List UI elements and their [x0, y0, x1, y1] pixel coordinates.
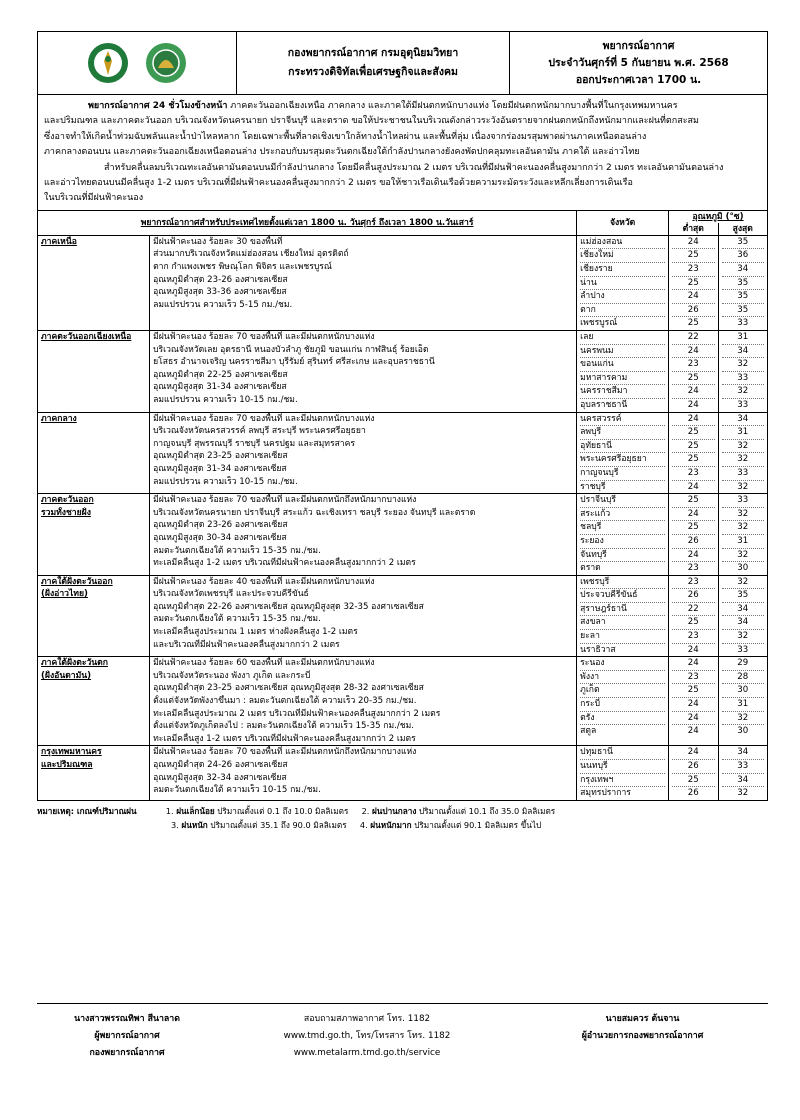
min-temp: 25 [672, 372, 714, 386]
min-temp: 24 [687, 481, 699, 492]
contact-website[interactable]: www.tmd.go.th, โทร/โทรสาร โทร. 1182 [283, 1031, 451, 1041]
forecast-line: ตาก กำแพงเพชร พิษณุโลก พิจิตร และเพชรบูรณ์ [153, 262, 332, 273]
contact-hotline: สอบถามสภาพอากาศ โทร. 1182 [303, 1014, 431, 1024]
min-temp: 24 [672, 413, 714, 427]
forecast-line: บริเวณจังหวัดเลย อุดรธานี หนองบัวลำภู ชัยภูมิ ขอนแก่น กาฬสินธุ์ ร้อยเอ็ด [153, 344, 429, 355]
min-temp: 26 [687, 788, 699, 799]
province-name: นนทบุรี [580, 760, 665, 774]
min-temp: 26 [672, 304, 714, 318]
max-temp: 33 [722, 372, 765, 386]
forecast-line: และบริเวณที่มีฝนฟ้าคะนองคลื่นสูงมากกว่า 2 เมตร [153, 639, 340, 650]
min-temp-column [669, 746, 718, 800]
min-temp: 23 [672, 671, 714, 685]
forecast-line: บริเวณจังหวัดนครสวรรค์ ลพบุรี สระบุรี พระนครศรีอยุธยา [153, 426, 366, 437]
note-text: ปริมาณตั้งแต่ 0.1 ถึง 10.0 มิลลิเมตร [214, 805, 349, 816]
max-temp: 33 [737, 399, 749, 410]
region-name [38, 235, 150, 330]
max-temp-column [718, 657, 768, 746]
province-name: เชียงราย [580, 263, 665, 277]
forecast-line: ลมแปรปรวน ความเร็ว 10-15 กม./ชม. [153, 476, 298, 487]
forecaster-name: นางสาวพรรณทิพา สีนาลาด [74, 1014, 180, 1024]
province-name: ระนอง [580, 657, 665, 671]
max-temp: 34 [722, 616, 765, 630]
province-name: ระยอง [580, 535, 665, 549]
max-temp-column [718, 494, 768, 576]
min-temp: 24 [672, 345, 714, 359]
province-name: ตรัง [580, 712, 665, 726]
forecast-line: อุณหภูมิสูงสุด 32-34 องศาเซลเซียส [153, 772, 287, 783]
forecast-line: ลมตะวันตกเฉียงใต้ ความเร็ว 15-35 กม./ชม. [153, 545, 321, 556]
max-temp: 35 [722, 290, 765, 304]
min-temp: 23 [672, 467, 714, 481]
province-name: นราธิวาส [580, 644, 616, 655]
summary-line: และปริมณฑล และภาคตะวันออก บริเวณจังหวัดนครนายก ปราจีนบุรี และตราด ขอให้ประชาชนในบริเวณดังกล่าวระวังอันตรายจากฝนตกหนักถึงหนักมากและฝนที่ตกสะสม [44, 116, 699, 127]
summary-line: ภาคตะวันออกเฉียงเหนือ ภาคกลาง และภาคใต้มีฝนตกหนักบางแห่ง โดยมีฝนตกหนักมากบางพื้นที่ในกรุงเทพมหานคร [227, 101, 678, 111]
max-temp: 31 [722, 331, 765, 345]
region-row [38, 494, 768, 576]
region-forecast [150, 494, 577, 576]
province-name: แม่ฮ่องสอน [580, 236, 665, 250]
summary-line: ภาคกลางตอนบน และภาคตะวันออกเฉียงเหนือตอนล่าง ประกอบกับมรสุมตะวันตกเฉียงใต้กำลังปานกลางยังคงพัดปกคลุมทะเลอันดามัน ภาคใต้ และอ่าวไทย [44, 147, 640, 158]
min-temp: 22 [672, 603, 714, 617]
province-name-column [577, 746, 669, 800]
director-block [517, 1011, 768, 1045]
max-temp: 29 [722, 657, 765, 671]
region-name-line: และปริมณฑล [41, 760, 93, 770]
forecast-line: ส่วนมากบริเวณจังหวัดแม่ฮ่องสอน เชียงใหม่ อุตรดิตถ์ [153, 249, 349, 260]
min-header: ต่ำสุด [669, 223, 718, 236]
province-name: นครราชสีมา [580, 385, 665, 399]
forecaster-dept: กองพยากรณ์อากาศ [89, 1048, 165, 1058]
province-name: เพชรบุรี [580, 576, 665, 590]
min-temp: 25 [672, 453, 714, 467]
max-temp: 32 [722, 549, 765, 563]
note-term: ฝนปานกลาง [371, 805, 417, 816]
min-temp: 23 [672, 358, 714, 372]
min-temp: 25 [672, 277, 714, 291]
director-title: ผู้อำนวยการกองพยากรณ์อากาศ [581, 1031, 704, 1041]
forecast-line: อุณหภูมิต่ำสุด 23-26 องศาเซลเซียส [153, 274, 288, 285]
notes-row-1 [37, 804, 768, 818]
min-temp: 25 [672, 521, 714, 535]
min-temp: 25 [672, 440, 714, 454]
province-name-column [577, 235, 669, 330]
province-name: มหาสารคาม [580, 372, 665, 386]
org-line-1: กองพยากรณ์อากาศ กรมอุตุนิยมวิทยา [287, 47, 459, 59]
forecast-line: อุณหภูมิต่ำสุด 22-25 องศาเซลเซียส [153, 369, 288, 380]
min-temp: 24 [687, 644, 699, 655]
forecast-line: ลมตะวันตกเฉียงใต้ ความเร็ว 10-15 กม./ชม. [153, 785, 321, 796]
max-temp: 33 [722, 467, 765, 481]
max-header: สูงสุด [718, 223, 768, 236]
max-temp: 35 [722, 236, 765, 250]
note-number: 3. [171, 819, 179, 830]
max-temp: 30 [722, 684, 765, 698]
max-temp: 31 [722, 535, 765, 549]
province-name: นครพนม [580, 345, 665, 359]
region-name-line: ภาคใต้ฝั่งตะวันตก [41, 658, 108, 669]
province-name: ลำปาง [580, 290, 665, 304]
max-temp: 32 [722, 440, 765, 454]
forecast-line: ลมแปรปรวน ความเร็ว 5-15 กม./ชม. [153, 299, 293, 310]
max-temp: 33 [722, 494, 765, 508]
region-body [38, 235, 768, 800]
min-temp: 26 [672, 535, 714, 549]
province-name: สงขลา [580, 616, 665, 630]
region-forecast [150, 331, 577, 413]
forecast-line: มีฝนฟ้าคะนอง ร้อยละ 70 ของพื้นที่ และมีฝนตกหนักบางแห่ง [153, 332, 375, 342]
region-name [38, 412, 150, 494]
min-temp: 26 [672, 760, 714, 774]
max-temp-column [718, 235, 768, 330]
region-row [38, 331, 768, 413]
summary-lead: พยากรณ์อากาศ 24 ชั่วโมงข้างหน้า [88, 101, 228, 111]
province-name: กระบี่ [580, 698, 665, 712]
max-temp: 33 [722, 760, 765, 774]
forecast-line: อุณหภูมิต่ำสุด 23-25 องศาเซลเซียส [153, 451, 288, 462]
max-temp: 32 [722, 712, 765, 726]
province-name: ปราจีนบุรี [580, 494, 665, 508]
region-name-line: (ฝั่งอ่าวไทย) [41, 589, 88, 600]
min-temp-column [669, 657, 718, 746]
forecast-page [37, 31, 768, 832]
forecast-line: ทะเลมีคลื่นสูง 1-2 เมตร บริเวณที่มีฝนฟ้าคะนองคลื่นสูงมากกว่า 2 เมตร [153, 558, 416, 569]
forecast-line: ตั้งแต่จังหวัดพังงาขึ้นมา : ลมตะวันตกเฉียงใต้ ความเร็ว 20-35 กม./ชม. [153, 696, 417, 707]
max-temp: 32 [722, 508, 765, 522]
min-temp: 24 [672, 385, 714, 399]
max-temp: 34 [722, 413, 765, 427]
region-row [38, 575, 768, 657]
notes-row-2 [37, 818, 768, 832]
contact-service-url[interactable]: www.metalarm.tmd.go.th/service [293, 1048, 441, 1058]
province-name: ชลบุรี [580, 521, 665, 535]
max-temp: 34 [722, 263, 765, 277]
region-forecast [150, 657, 577, 746]
forecast-line: มีฝนฟ้าคะนอง ร้อยละ 70 ของพื้นที่ และมีฝนตกหนักบางแห่ง [153, 413, 375, 424]
region-name [38, 494, 150, 576]
max-temp: 34 [722, 774, 765, 788]
note-number: 1. [165, 805, 174, 816]
region-name-line: (ฝั่งอันดามัน) [41, 670, 92, 681]
province-name: พระนครศรีอยุธยา [580, 453, 665, 467]
region-name [38, 575, 150, 657]
forecast-line: มีฝนฟ้าคะนอง ร้อยละ 30 ของพื้นที่ [153, 236, 283, 247]
province-name-column [577, 412, 669, 494]
region-name-line: ภาคใต้ฝั่งตะวันออก [41, 576, 113, 587]
logo-cell [38, 32, 237, 95]
max-temp: 33 [737, 318, 749, 329]
forecast-line: อุณหภูมิสูงสุด 33-36 องศาเซลเซียส [153, 287, 287, 298]
max-temp: 34 [722, 746, 765, 760]
footer [37, 1011, 768, 1071]
tmd-logo-icon [87, 42, 129, 84]
min-temp: 25 [672, 494, 714, 508]
max-temp: 28 [722, 671, 765, 685]
max-temp: 30 [737, 726, 749, 737]
province-name: ยะลา [580, 630, 665, 644]
region-name-line: ภาคเหนือ [41, 236, 77, 247]
max-temp: 35 [722, 589, 765, 603]
min-temp: 24 [672, 657, 714, 671]
province-name: ลพบุรี [580, 426, 665, 440]
province-name: อุบลราชธานี [580, 399, 628, 410]
region-row [38, 657, 768, 746]
province-name: ภูเก็ต [580, 684, 665, 698]
max-temp: 31 [722, 698, 765, 712]
max-temp: 32 [722, 385, 765, 399]
forecaster-role: ผู้พยากรณ์อากาศ [94, 1031, 160, 1041]
min-temp: 25 [687, 318, 699, 329]
province-name-column [577, 575, 669, 657]
note-number: 2. [361, 805, 370, 816]
org-line-2: กระทรวงดิจิทัลเพื่อเศรษฐกิจและสังคม [288, 66, 458, 78]
forecast-line: ทะเลมีคลื่นสูงประมาณ 1 เมตร ห่างฝั่งคลื่นสูง 1-2 เมตร [153, 627, 358, 638]
region-name-line: ภาคตะวันออก [41, 495, 94, 506]
forecast-line: บริเวณจังหวัดนครนายก ปราจีนบุรี สระแก้ว ฉะเชิงเทรา ชลบุรี ระยอง จันทบุรี และตราด [153, 507, 476, 518]
note-term: ฝนหนัก [181, 819, 208, 830]
note-text: ปริมาณตั้งแต่ 10.1 ถึง 35.0 มิลลิเมตร [416, 805, 556, 816]
region-forecast [150, 575, 577, 657]
province-name-column [577, 331, 669, 413]
max-temp: 35 [722, 304, 765, 318]
forecast-line: อุณหภูมิต่ำสุด 23-25 องศาเซลเซียส อุณหภูมิสูงสุด 28-32 องศาเซลเซียส [153, 683, 424, 694]
forecast-line: ตั้งแต่จังหวัดภูเก็ตลงไป : ลมตะวันตกเฉียงใต้ ความเร็ว 15-35 กม./ชม. [153, 721, 414, 732]
forecast-line: บริเวณจังหวัดเพชรบุรี และประจวบคีรีขันธ์ [153, 589, 309, 600]
min-temp: 24 [672, 712, 714, 726]
summary-line: สำหรับคลื่นลมบริเวณทะเลอันดามันตอนบนมีกำลังปานกลาง โดยมีคลื่นสูงประมาณ 2 เมตร บริเวณที่มีฝนฟ้าคะนองคลื่นสูงมากกว่า 2 เมตร ทะเลอันดามันตอนล่าง [104, 162, 724, 173]
forecast-line: อุณหภูมิต่ำสุด 23-26 องศาเซลเซียส [153, 520, 288, 531]
summary-para-2 [44, 161, 761, 207]
region-row [38, 235, 768, 330]
forecast-line: บริเวณจังหวัดระนอง พังงา ภูเก็ต และกระบี่ [153, 670, 311, 681]
min-temp: 23 [672, 576, 714, 590]
header-table [37, 31, 768, 95]
forecast-line: มีฝนฟ้าคะนอง ร้อยละ 40 ของพื้นที่ และมีฝนตกหนักบางแห่ง [153, 576, 375, 587]
forecast-line: มีฝนฟ้าคะนอง ร้อยละ 60 ของพื้นที่ และมีฝนตกหนักบางแห่ง [153, 658, 375, 669]
province-name: เพชรบูรณ์ [580, 318, 618, 329]
region-row [38, 746, 768, 800]
min-temp: 25 [672, 684, 714, 698]
province-name: กาญจนบุรี [580, 467, 665, 481]
max-temp-column [718, 746, 768, 800]
summary-line: และอ่าวไทยตอนบนมีคลื่นสูง 1-2 เมตร บริเวณที่มีฝนฟ้าคะนองคลื่นสูงมากกว่า 2 เมตร ขอให้ชาวเรือเดินเรือด้วยความระมัดระวังและหลีกเลี่ยงการเดินเรือ [44, 178, 633, 189]
min-temp: 24 [687, 399, 699, 410]
forecast-line: ทะเลมีคลื่นสูงประมาณ 2 เมตร บริเวณที่มีฝนฟ้าคะนองคลื่นสูงมากกว่า 2 เมตร [153, 708, 441, 719]
forecast-title: พยากรณ์อากาศ [602, 39, 675, 52]
min-temp: 24 [672, 508, 714, 522]
min-temp: 26 [672, 589, 714, 603]
region-forecast [150, 412, 577, 494]
forecast-date: ประจำวันศุกร์ที่ 5 กันยายน พ.ศ. 2568 [548, 56, 729, 69]
contact-block [237, 1011, 497, 1062]
note-number: 4. [359, 819, 368, 830]
min-temp: 23 [687, 563, 699, 574]
regional-forecast-table [37, 211, 768, 801]
note-term: ฝนเล็กน้อย [176, 805, 215, 816]
region-forecast [150, 746, 577, 800]
province-header: จังหวัด [577, 211, 669, 236]
province-name: สระแก้ว [580, 508, 665, 522]
region-name-line: ภาคตะวันออกเฉียงเหนือ [41, 332, 132, 342]
min-temp: 24 [672, 746, 714, 760]
max-temp: 32 [737, 788, 749, 799]
province-name: นครสวรรค์ [580, 413, 665, 427]
note-text: ปริมาณตั้งแต่ 90.1 มิลลิเมตร ขึ้นไป [411, 819, 542, 830]
province-name: ตราด [580, 563, 601, 574]
min-temp: 25 [672, 249, 714, 263]
forecast-line: อุณหภูมิต่ำสุด 22-26 องศาเซลเซียส อุณหภูมิสูงสุด 32-35 องศาเซลเซียส [153, 601, 424, 612]
region-name [38, 331, 150, 413]
forecast-line: อุณหภูมิสูงสุด 31-34 องศาเซลเซียส [153, 382, 287, 393]
min-temp: 25 [672, 426, 714, 440]
min-temp-column [669, 412, 718, 494]
max-temp: 32 [722, 630, 765, 644]
title-cell [510, 32, 768, 95]
max-temp: 32 [722, 453, 765, 467]
min-temp: 22 [672, 331, 714, 345]
table-heading: พยากรณ์อากาศสำหรับประเทศไทยตั้งแต่เวลา 1800 น. วันศุกร์ ถึงเวลา 1800 น.วันเสาร์ [38, 211, 577, 236]
max-temp-column [718, 331, 768, 413]
footer-divider [37, 1003, 768, 1004]
max-temp: 32 [722, 358, 765, 372]
region-forecast [150, 235, 577, 330]
province-name: ขอนแก่น [580, 358, 665, 372]
forecast-line: ทะเลมีคลื่นสูง 1-2 เมตร บริเวณที่มีฝนฟ้าคะนองคลื่นสูงมากกว่า 2 เมตร [153, 733, 416, 744]
province-name: ปทุมธานี [580, 746, 665, 760]
note-term: ฝนหนักมาก [370, 819, 412, 830]
province-name: ราชบุรี [580, 481, 606, 492]
province-name: พังงา [580, 671, 665, 685]
forecast-line: กาญจนบุรี สุพรรณบุรี ราชบุรี นครปฐม และสมุทรสาคร [153, 438, 355, 449]
province-name: สมุทรปราการ [580, 788, 631, 799]
province-name: จันทบุรี [580, 549, 665, 563]
min-temp-column [669, 235, 718, 330]
max-temp: 35 [722, 277, 765, 291]
province-name-column [577, 657, 669, 746]
region-name [38, 657, 150, 746]
min-temp: 24 [672, 698, 714, 712]
forecast-line: อุณหภูมิต่ำสุด 24-26 องศาเซลเซียส [153, 760, 288, 770]
province-name: สตูล [580, 726, 597, 737]
forecast-line: มีฝนฟ้าคะนอง ร้อยละ 70 ของพื้นที่ และมีฝนตกหนักถึงหนักมากบางแห่ง [153, 495, 417, 506]
issue-time: ออกประกาศเวลา 1700 น. [575, 73, 702, 86]
summary-line: ซึ่งอาจทำให้เกิดน้ำท่วมฉับพลันและน้ำป่าไหลหลาก โดยเฉพาะพื้นที่ลาดเชิงเขาใกล้ทางน้ำไหลผ่าน และพื้นที่ลุ่ม เนื่องจากร่องมรสุมพาดผ่านภาคเหนือตอนล่าง [44, 131, 647, 142]
min-temp-column [669, 494, 718, 576]
director-name: นายสมควร ต้นจาน [605, 1014, 680, 1024]
min-temp-column [669, 575, 718, 657]
forecast-line: ลมแปรปรวน ความเร็ว 10-15 กม./ชม. [153, 394, 298, 405]
province-name: กรุงเทพฯ [580, 774, 665, 788]
min-temp: 24 [672, 236, 714, 250]
region-name-line: ภาคกลาง [41, 413, 77, 424]
province-name: น่าน [580, 277, 665, 291]
min-temp-column [669, 331, 718, 413]
region-name [38, 746, 150, 800]
ministry-logo-icon [145, 42, 187, 84]
min-temp: 24 [672, 290, 714, 304]
province-name-column [577, 494, 669, 576]
note-text: ปริมาณตั้งแต่ 35.1 ถึง 90.0 มิลลิเมตร [207, 819, 347, 830]
forecast-line: อุณหภูมิสูงสุด 30-34 องศาเซลเซียส [153, 532, 287, 543]
region-name-line: รวมทั้งชายฝั่ง [41, 507, 91, 518]
min-temp: 25 [672, 774, 714, 788]
max-temp: 36 [722, 249, 765, 263]
province-name: เชียงใหม่ [580, 249, 665, 263]
max-temp: 34 [722, 345, 765, 359]
forecast-line: ลมตะวันตกเฉียงใต้ ความเร็ว 15-35 กม./ชม. [153, 614, 321, 625]
max-temp: 30 [737, 563, 749, 574]
region-row [38, 412, 768, 494]
forecast-line: อุณหภูมิสูงสุด 31-34 องศาเซลเซียส [153, 463, 287, 474]
min-temp: 23 [672, 630, 714, 644]
max-temp-column [718, 412, 768, 494]
forecast-line: มีฝนฟ้าคะนอง ร้อยละ 70 ของพื้นที่ และมีฝนตกหนักถึงหนักมากบางแห่ง [153, 747, 417, 758]
max-temp: 31 [722, 426, 765, 440]
summary-line: ในบริเวณที่มีฝนฟ้าคะนอง [44, 193, 144, 204]
province-name: สุราษฎร์ธานี [580, 603, 665, 617]
province-name: ตาก [580, 304, 665, 318]
summary-para-1 [44, 99, 761, 161]
max-temp: 34 [722, 603, 765, 617]
notes-label: หมายเหตุ: เกณฑ์ปริมาณฝน [37, 805, 137, 816]
org-cell [237, 32, 510, 95]
min-temp: 23 [672, 263, 714, 277]
summary-section [37, 95, 768, 211]
temp-header: อุณหภูมิ (°ซ) [692, 211, 744, 222]
max-temp: 32 [722, 521, 765, 535]
province-name: อุทัยธานี [580, 440, 665, 454]
rain-notes [37, 804, 768, 832]
max-temp: 32 [722, 576, 765, 590]
min-temp: 25 [672, 616, 714, 630]
forecaster-block [37, 1011, 217, 1062]
max-temp-column [718, 575, 768, 657]
region-name-line: กรุงเทพมหานคร [41, 747, 102, 758]
province-name: ประจวบคีรีขันธ์ [580, 589, 665, 603]
max-temp: 33 [737, 644, 749, 655]
province-name: เลย [580, 331, 665, 345]
max-temp: 32 [737, 481, 749, 492]
min-temp: 24 [672, 549, 714, 563]
forecast-line: ยโสธร อำนาจเจริญ นครราชสีมา บุรีรัมย์ สุรินทร์ ศรีสะเกษ และอุบลราชธานี [153, 357, 435, 368]
min-temp: 24 [687, 726, 699, 737]
